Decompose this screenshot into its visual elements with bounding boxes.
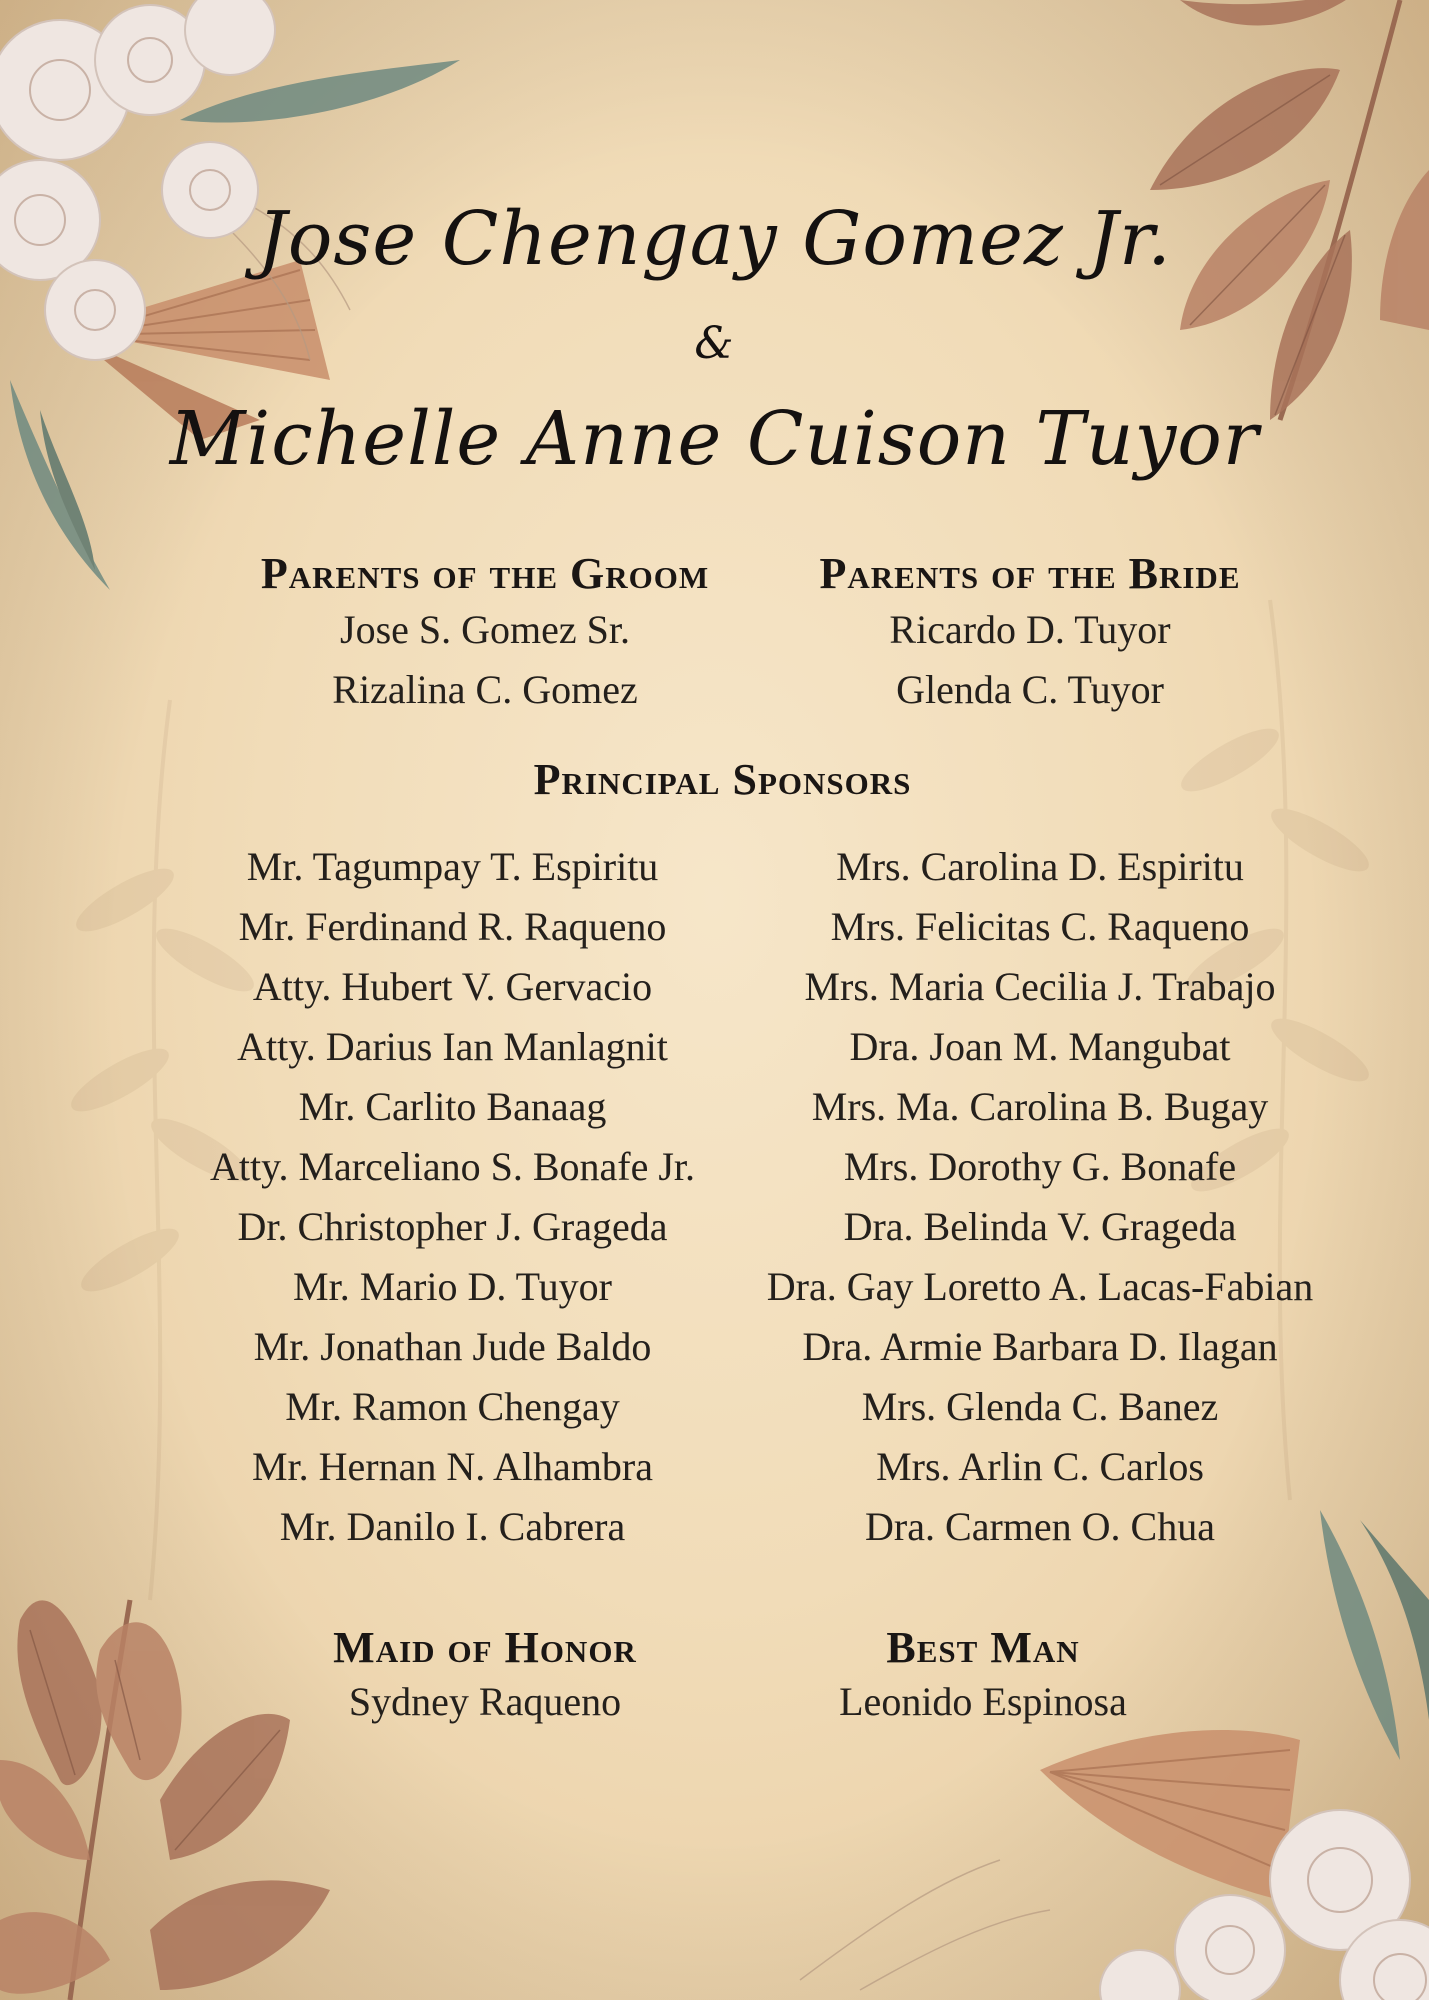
principal-sponsors-heading: Principal Sponsors (533, 755, 912, 804)
sponsor-name: Mrs. Felicitas C. Raqueno (830, 904, 1250, 949)
bride-parents-list (760, 604, 1300, 724)
sponsor-name: Mr. Tagumpay T. Espiritu (246, 844, 659, 889)
groom-parents-list (215, 604, 755, 724)
sponsor-name: Dra. Gay Loretto A. Lacas-Fabian (766, 1264, 1314, 1309)
sponsor-name: Mr. Danilo I. Cabrera (279, 1504, 626, 1549)
ampersand: & (694, 318, 735, 369)
sponsor-name: Mrs. Arlin C. Carlos (876, 1444, 1204, 1489)
sponsor-name: Mrs. Glenda C. Banez (861, 1384, 1219, 1429)
groom-parents-heading: Parents of the Groom (260, 549, 710, 598)
sponsor-name: Mrs. Maria Cecilia J. Trabajo (804, 964, 1276, 1009)
sponsor-name: Atty. Darius Ian Manlagnit (237, 1024, 668, 1069)
maid-of-honor-name: Sydney Raqueno (348, 1679, 622, 1724)
sponsor-name: Mrs. Ma. Carolina B. Bugay (811, 1084, 1269, 1129)
sponsor-name: Dra. Joan M. Mangubat (849, 1024, 1231, 1069)
best-man-name: Leonido Espinosa (839, 1679, 1127, 1724)
bride-parents-heading: Parents of the Bride (819, 549, 1241, 598)
groom-name: Jose Chengay Gomez Jr. (257, 196, 1172, 282)
sponsor-name: Mr. Ferdinand R. Raqueno (238, 904, 667, 949)
groom-parent-name: Jose S. Gomez Sr. (340, 607, 630, 652)
best-man-heading: Best Man (886, 1623, 1080, 1672)
sponsor-name: Mr. Jonathan Jude Baldo (253, 1324, 652, 1369)
sponsor-name: Mr. Hernan N. Alhambra (251, 1444, 653, 1489)
sponsors-left-list (180, 840, 725, 1560)
sponsor-name: Mr. Carlito Banaag (298, 1084, 607, 1129)
sponsor-name: Mrs. Dorothy G. Bonafe (843, 1144, 1237, 1189)
sponsor-name: Dra. Carmen O. Chua (865, 1504, 1215, 1549)
groom-parent-name: Rizalina C. Gomez (332, 667, 638, 712)
sponsor-name: Mrs. Carolina D. Espiritu (836, 844, 1244, 889)
sponsor-name: Dra. Armie Barbara D. Ilagan (802, 1324, 1278, 1369)
bride-parent-name: Ricardo D. Tuyor (889, 607, 1171, 652)
sponsor-name: Dra. Belinda V. Grageda (843, 1204, 1237, 1249)
bride-parent-name: Glenda C. Tuyor (896, 667, 1164, 712)
sponsor-name: Mr. Mario D. Tuyor (293, 1264, 612, 1309)
sponsor-name: Dr. Christopher J. Grageda (237, 1204, 668, 1249)
sponsor-name: Mr. Ramon Chengay (285, 1384, 620, 1429)
sponsor-name: Atty. Marceliano S. Bonafe Jr. (209, 1144, 696, 1189)
sponsor-name: Atty. Hubert V. Gervacio (252, 964, 653, 1009)
bride-name: Michelle Anne Cuison Tuyor (169, 396, 1260, 482)
maid-of-honor-heading: Maid of Honor (333, 1623, 637, 1672)
sponsors-right-list (730, 840, 1350, 1560)
